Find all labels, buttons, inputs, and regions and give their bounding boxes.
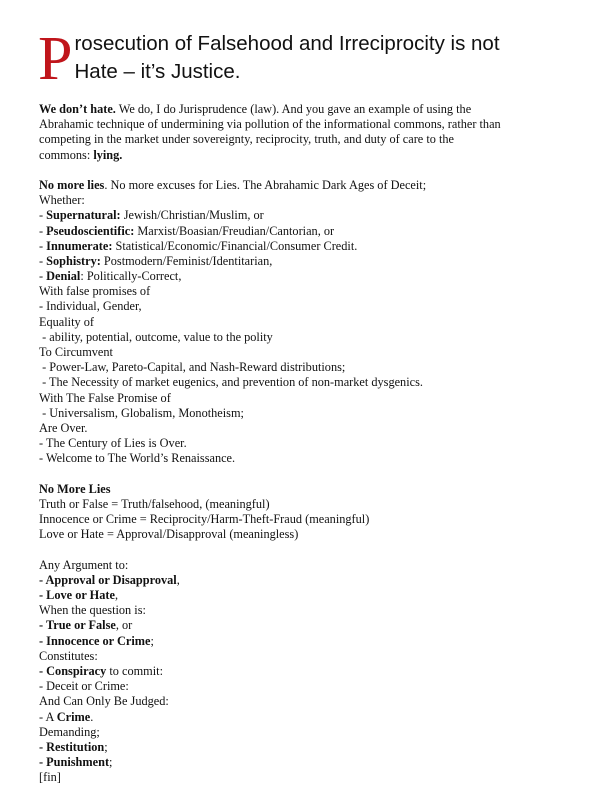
text-line: - A Crime. xyxy=(39,709,94,724)
text-line: Are Over. xyxy=(39,420,88,435)
intro-bold: lying. xyxy=(93,147,123,162)
section-heading-line xyxy=(39,178,599,193)
text-line: With The False Promise of xyxy=(39,390,171,405)
text-line: - Punishment; xyxy=(39,755,113,770)
text-line: - True or False, or xyxy=(39,618,133,633)
text-line: Love or Hate = Approval/Disapproval (meaningless) xyxy=(39,527,299,542)
text-line: - Innocence or Crime; xyxy=(39,633,154,648)
text-line: - Approval or Disapproval, xyxy=(39,572,180,587)
text-line: Demanding; xyxy=(39,724,100,739)
text-line: - Love or Hate, xyxy=(39,588,119,602)
title-line-1: rosecution of Falsehood and Irreciprocity is not xyxy=(74,32,500,55)
text-line: When the question is: xyxy=(39,603,146,618)
text-line: - ability, potential, outcome, value to the polity xyxy=(39,329,273,344)
dropcap-letter: P xyxy=(38,25,73,93)
intro-bold: We don’t hate. xyxy=(39,102,116,116)
text-line: With false promises of xyxy=(39,284,151,299)
title-line-2: Hate – it’s Justice. xyxy=(74,60,241,83)
text-line: And Can Only Be Judged: xyxy=(39,694,169,709)
text-line: Innocence or Crime = Reciprocity/Harm-Theft-Fraud (meaningful) xyxy=(39,512,370,527)
text-line: - Deceit or Crime: xyxy=(39,679,129,694)
intro-text: commons: xyxy=(39,147,94,162)
text-line: Whether: xyxy=(39,193,85,208)
text-line: - Restitution; xyxy=(39,739,108,754)
text-line: - Conspiracy to commit: xyxy=(39,663,163,678)
document-body xyxy=(39,102,599,785)
list-item: - Supernatural: Jewish/Christian/Muslim, or xyxy=(39,208,264,223)
text-line: Any Argument to: xyxy=(39,557,129,572)
text-line: Equality of xyxy=(39,314,94,329)
list-item: - Sophistry: Postmodern/Feminist/Identitarian, xyxy=(39,253,273,268)
text-line: - Individual, Gender, xyxy=(39,299,142,314)
section-heading: No more lies xyxy=(39,177,105,192)
text-line: To Circumvent xyxy=(39,345,113,359)
text-line: - Power-Law, Pareto-Capital, and Nash-Reward distributions; xyxy=(39,360,346,375)
list-item: - Denial: Politically-Correct, xyxy=(39,269,182,284)
fin-marker: [fin] xyxy=(39,770,61,785)
text-line: - Welcome to The World’s Renaissance. xyxy=(39,451,236,466)
intro-text: We do, I do Jurisprudence (law). And you gave an example of using the xyxy=(115,102,472,116)
text-line: - Universalism, Globalism, Monotheism; xyxy=(39,405,244,420)
section-text: . No more excuses for Lies. The Abrahamic Dark Ages of Deceit; xyxy=(104,177,427,192)
text-line: - The Century of Lies is Over. xyxy=(39,436,187,451)
list-item: - Innumerate: Statistical/Economic/Financial/Consumer Credit. xyxy=(39,238,358,253)
section-heading-line xyxy=(39,482,599,497)
intro-line: Abrahamic technique of undermining via pollution of the informational commons, rather than xyxy=(39,117,501,132)
page-title xyxy=(38,25,598,93)
text-line: - The Necessity of market eugenics, and prevention of non-market dysgenics. xyxy=(39,375,423,390)
text-line: Constitutes: xyxy=(39,648,98,663)
section-heading: No More Lies xyxy=(39,481,111,496)
list-item: - Pseudoscientific: Marxist/Boasian/Freudian/Cantorian, or xyxy=(39,223,335,238)
text-line: Truth or False = Truth/falsehood, (meaningful) xyxy=(39,496,270,511)
intro-line: competing in the market under sovereignty, reciprocity, truth, and duty of care to the xyxy=(39,132,454,147)
intro-line xyxy=(39,102,599,117)
intro-line xyxy=(39,148,599,163)
